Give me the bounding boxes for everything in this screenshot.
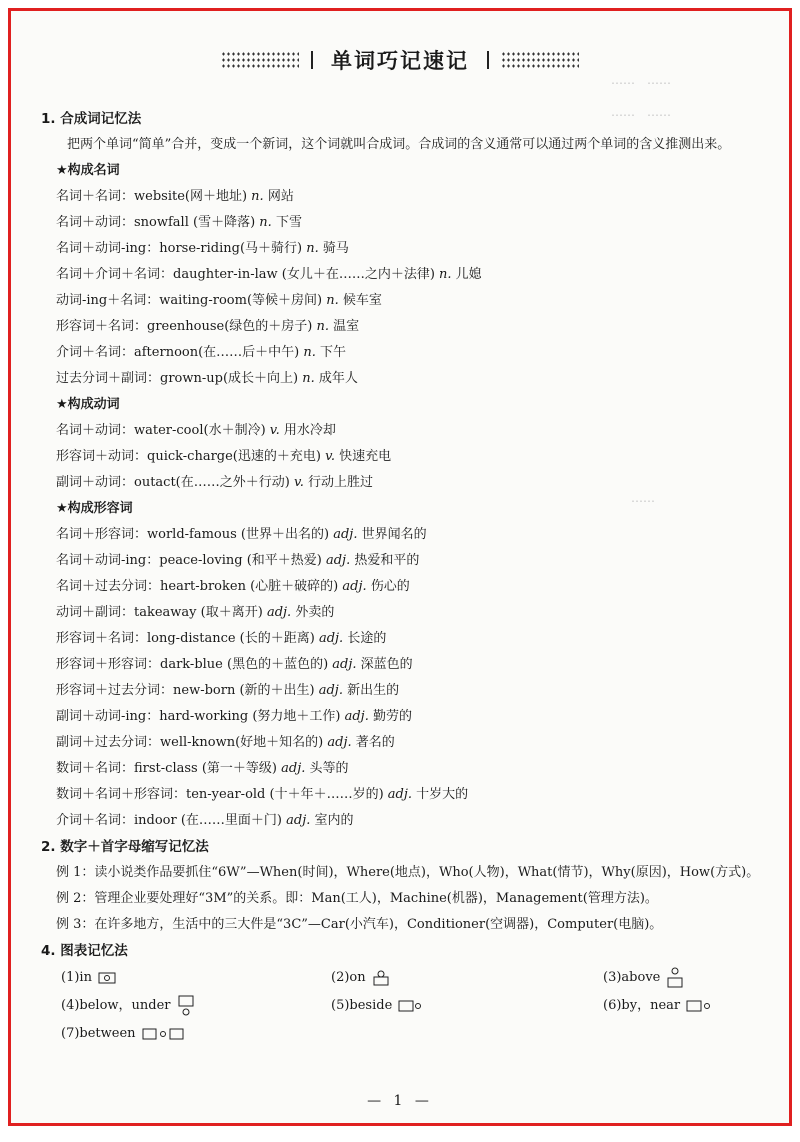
near-icon [686, 999, 712, 1013]
word-meaning: 著名的 [351, 735, 395, 750]
in-icon [98, 971, 116, 985]
word-formation: 形容词＋过去分词：new-born (新的＋出生) [56, 683, 319, 698]
word-meaning: 儿媳 [451, 267, 482, 282]
word-entry [41, 236, 771, 262]
word-meaning: 头等的 [305, 761, 349, 776]
word-formation: 名词＋动词-ing：peace-loving (和平＋热爱) [56, 553, 326, 568]
word-formation: 副词＋过去分词：well-known(好地＋知名的) [56, 735, 328, 750]
word-meaning: 长途的 [343, 631, 387, 646]
beside-icon [398, 999, 424, 1013]
part-of-speech: adj. [266, 605, 292, 620]
word-entry [41, 288, 771, 314]
section-heading: 4. 图表记忆法 [41, 943, 128, 959]
word-formation: 动词＋副词：takeaway (取＋离开) [56, 605, 267, 620]
on-icon [372, 969, 390, 987]
main-content [41, 106, 771, 1048]
word-meaning: 伤心的 [366, 579, 410, 594]
dot-pattern [221, 51, 299, 69]
example-text: 例 3：在许多地方，生活中的三大件是“3C”—Car(小汽车)，Conditioner(空调器)，Computer(电脑)。 [56, 917, 663, 932]
word-entry [41, 782, 771, 808]
word-meaning: 下午 [315, 345, 347, 360]
part-of-speech: n. [306, 241, 319, 256]
part-of-speech: adj. [333, 527, 358, 542]
word-meaning: 快速充电 [335, 449, 392, 464]
word-meaning: 热爱和平的 [350, 553, 420, 568]
word-meaning: 勤劳的 [368, 709, 412, 724]
word-formation: 副词＋动词：outact(在……之外＋行动) [56, 475, 294, 490]
divider [311, 51, 313, 69]
word-meaning: 室内的 [310, 813, 354, 828]
above-icon [666, 967, 684, 989]
word-meaning: 外卖的 [291, 605, 335, 620]
part-of-speech: n. [326, 293, 339, 308]
word-formation: 形容词＋名词：greenhouse(绿色的＋房子) [56, 319, 317, 334]
diagram-item [603, 965, 684, 991]
word-entry [41, 522, 771, 548]
part-of-speech: n. [259, 215, 272, 230]
part-of-speech: adj. [286, 813, 311, 828]
word-meaning: 下雪 [271, 215, 302, 230]
part-of-speech: adj. [387, 787, 413, 802]
diagram-item [61, 965, 331, 991]
word-meaning: 网站 [263, 189, 294, 204]
word-meaning: 深蓝色的 [356, 657, 413, 672]
word-formation: 名词＋形容词：world-famous (世界＋出名的) [56, 527, 334, 542]
word-meaning: 十岁大的 [412, 787, 469, 802]
example-text: 例 2：管理企业要处理好“3M”的关系。即：Man(工人)，Machine(机器)，Management(管理方法)。 [56, 891, 658, 906]
word-entry [41, 418, 771, 444]
diagram-row [41, 964, 771, 992]
diagram-label: (3)above [603, 970, 661, 985]
part-of-speech: adj. [318, 683, 343, 698]
part-of-speech: adj. [281, 761, 306, 776]
word-formation: 形容词＋名词：long-distance (长的＋距离) [56, 631, 319, 646]
page [8, 8, 792, 1126]
page-number: — 1 — [367, 1093, 433, 1109]
word-formation: 副词＋动词-ing：hard-working (努力地＋工作) [56, 709, 345, 724]
subsection-title: ★构成形容词 [56, 501, 133, 516]
word-meaning: 候车室 [338, 293, 382, 308]
word-entry [41, 548, 771, 574]
bleed-through-text: …… [631, 491, 655, 505]
below-icon [177, 995, 195, 1017]
word-formation: 名词＋动词-ing：horse-riding(马＋骑行) [56, 241, 307, 256]
word-meaning: 用水冷却 [279, 423, 336, 438]
word-meaning: 行动上胜过 [303, 475, 374, 490]
word-formation: 名词＋过去分词：heart-broken (心脏＋破碎的) [56, 579, 343, 594]
section-heading: 2. 数字＋首字母缩写记忆法 [41, 839, 209, 855]
diagram-row [41, 992, 771, 1020]
word-entry [41, 184, 771, 210]
between-icon [142, 1027, 184, 1041]
word-entry [41, 730, 771, 756]
verb-list [41, 418, 771, 496]
word-entry [41, 600, 771, 626]
bleed-through-text: …… …… [611, 105, 672, 119]
part-of-speech: v. [325, 449, 336, 464]
page-header [11, 45, 789, 75]
diagram-label: (4)below，under [61, 998, 171, 1013]
intro-paragraph: 把两个单词“简单”合并，变成一个新词，这个词就叫合成词。合成词的含义通常可以通过两个单词的含义推测出来。 [67, 137, 731, 152]
word-entry [41, 756, 771, 782]
word-entry [41, 470, 771, 496]
example-text: 例 1：读小说类作品要抓住“6W”—When(时间)，Where(地点)，Who(人物)，What(情节)，Why(原因)，How(方式)。 [56, 865, 760, 880]
word-formation: 数词＋名词：first-class (第一＋等级) [56, 761, 282, 776]
part-of-speech: n. [439, 267, 452, 282]
diagram-item [331, 965, 603, 991]
diagram-item [331, 993, 603, 1019]
word-entry [41, 704, 771, 730]
word-formation: 名词＋动词：snowfall (雪＋降落) [56, 215, 260, 230]
subsection-title: ★构成动词 [56, 397, 120, 412]
part-of-speech: n. [303, 345, 316, 360]
word-entry [41, 314, 771, 340]
word-formation: 形容词＋形容词：dark-blue (黑色的＋蓝色的) [56, 657, 333, 672]
part-of-speech: n. [302, 371, 315, 386]
word-formation: 过去分词＋副词：grown-up(成长＋向上) [56, 371, 303, 386]
word-meaning: 新出生的 [342, 683, 400, 698]
diagram-label: (6)by，near [603, 998, 681, 1013]
word-entry [41, 262, 771, 288]
diagram-row [41, 1020, 771, 1048]
word-formation: 名词＋介词＋名词：daughter-in-law (女儿＋在……之内＋法律) [56, 267, 440, 282]
part-of-speech: n. [316, 319, 330, 334]
word-formation: 动词-ing＋名词：waiting-room(等候＋房间) [56, 293, 327, 308]
word-formation: 介词＋名词：afternoon(在……后＋中午) [56, 345, 304, 360]
part-of-speech: adj. [342, 579, 367, 594]
word-entry [41, 444, 771, 470]
bleed-through-text: …… …… [611, 73, 672, 87]
part-of-speech: v. [269, 423, 280, 438]
part-of-speech: n. [251, 189, 264, 204]
diagram-item [61, 1021, 331, 1047]
word-formation: 名词＋名词：website(网＋地址) [56, 189, 252, 204]
part-of-speech: adj. [332, 657, 357, 672]
word-entry [41, 678, 771, 704]
part-of-speech: v. [293, 475, 304, 490]
page-title: 单词巧记速记 [331, 49, 469, 73]
word-meaning: 世界闻名的 [357, 527, 427, 542]
word-entry [41, 808, 771, 834]
subsection-title: ★构成名词 [56, 163, 120, 178]
part-of-speech: adj. [318, 631, 344, 646]
word-entry [41, 366, 771, 392]
word-meaning: 骑马 [318, 241, 349, 256]
word-formation: 介词＋名词：indoor (在……里面＋门) [56, 813, 287, 828]
part-of-speech: adj. [327, 735, 352, 750]
word-meaning: 成年人 [314, 371, 358, 386]
diagram-label: (2)on [331, 970, 366, 985]
word-entry [41, 626, 771, 652]
section-heading: 1. 合成词记忆法 [41, 111, 142, 127]
diagram-item [61, 993, 331, 1019]
word-entry [41, 574, 771, 600]
part-of-speech: adj. [325, 553, 351, 568]
word-entry [41, 340, 771, 366]
noun-list [41, 184, 771, 392]
part-of-speech: adj. [344, 709, 369, 724]
divider [487, 51, 489, 69]
dot-pattern [501, 51, 579, 69]
diagram-item [603, 993, 712, 1019]
word-formation: 名词＋动词：water-cool(水＋制冷) [56, 423, 270, 438]
adjective-list [41, 522, 771, 834]
word-entry [41, 210, 771, 236]
word-formation: 数词＋名词＋形容词：ten-year-old (十＋年＋……岁的) [56, 787, 388, 802]
diagram-label: (7)between [61, 1026, 136, 1041]
diagram-label: (1)in [61, 970, 92, 985]
word-entry [41, 652, 771, 678]
diagram-label: (5)beside [331, 998, 393, 1013]
word-meaning: 温室 [329, 319, 360, 334]
word-formation: 形容词＋动词：quick-charge(迅速的＋充电) [56, 449, 326, 464]
